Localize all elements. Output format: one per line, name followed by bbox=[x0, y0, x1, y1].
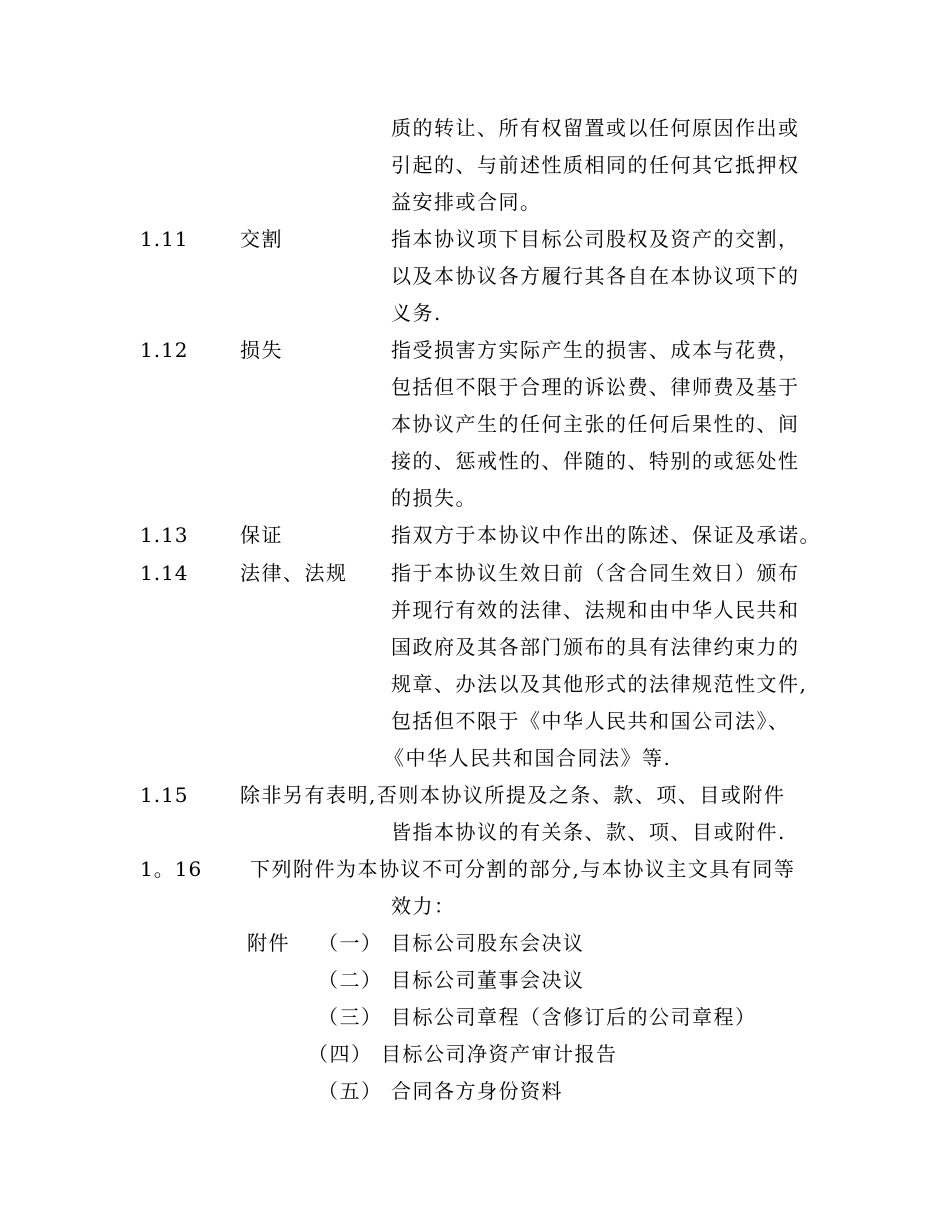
clause-number-1-14: 1.14 bbox=[140, 561, 189, 585]
clause-definition-line: 指本协议项下目标公司股权及资产的交割， bbox=[391, 227, 800, 251]
attachment-title: 目标公司净资产审计报告 bbox=[381, 1042, 618, 1066]
clause-definition-line: 指双方于本协议中作出的陈述、保证及承诺。 bbox=[391, 523, 821, 547]
intro-line-1: 质的转让、所有权留置或以任何原因作出或 bbox=[391, 116, 800, 140]
attachment-title: 目标公司章程（含修订后的公司章程） bbox=[391, 1005, 757, 1029]
clause-1-16-line-2: 效力： bbox=[391, 894, 456, 918]
clause-definition-line: 指于本协议生效日前（含合同生效日）颁布 bbox=[391, 561, 800, 585]
intro-line-3: 益安排或合同。 bbox=[391, 190, 542, 214]
clause-term-warranty: 保证 bbox=[240, 523, 283, 547]
clause-1-16-line-1: 下列附件为本协议不可分割的部分,与本协议主文具有同等 bbox=[250, 857, 796, 881]
attachment-title: 目标公司股东会决议 bbox=[391, 931, 585, 955]
clause-definition-line: 包括但不限于《中华人民共和国公司法》、 bbox=[391, 709, 790, 733]
clause-definition-line: 指受损害方实际产生的损害、成本与花费， bbox=[391, 338, 800, 362]
clause-definition-line: 规章、办法以及其他形式的法律规范性文件, bbox=[391, 672, 808, 696]
clause-number-1-15: 1.15 bbox=[140, 783, 189, 807]
clause-definition-line: 并现行有效的法律、法规和由中华人民共和 bbox=[391, 598, 800, 622]
clause-definition-line: 包括但不限于合理的诉讼费、律师费及基于 bbox=[391, 375, 800, 399]
attachment-title: 目标公司董事会决议 bbox=[391, 968, 585, 992]
clause-number-1-13: 1.13 bbox=[140, 523, 189, 547]
clause-term-closing: 交割 bbox=[240, 227, 283, 251]
clause-number-1-11: 1.11 bbox=[140, 227, 189, 251]
clause-definition-line: 的损失。 bbox=[391, 486, 477, 510]
attachment-index: （一） bbox=[318, 931, 383, 955]
clause-definition-line: 《中华人民共和国合同法》等. bbox=[384, 746, 672, 770]
attachment-index: （四） bbox=[308, 1042, 373, 1066]
clause-number-1-16: 1。16 bbox=[140, 857, 203, 881]
clause-definition-line: 接的、惩戒性的、伴随的、特别的或惩处性 bbox=[391, 449, 800, 473]
clause-definition-line: 本协议产生的任何主张的任何后果性的、间 bbox=[391, 412, 800, 436]
clause-definition-line: 国政府及其各部门颁布的具有法律约束力的 bbox=[391, 635, 800, 659]
clause-1-15-line-2: 皆指本协议的有关条、款、项、目或附件. bbox=[391, 820, 786, 844]
clause-term-laws: 法律、法规 bbox=[240, 561, 348, 585]
intro-line-2: 引起的、与前述性质相同的任何其它抵押权 bbox=[391, 153, 800, 177]
attachment-index: （二） bbox=[318, 968, 383, 992]
attachment-index: （三） bbox=[318, 1005, 383, 1029]
clause-number-1-12: 1.12 bbox=[140, 338, 189, 362]
clause-term-loss: 损失 bbox=[240, 338, 283, 362]
attachment-title: 合同各方身份资料 bbox=[391, 1079, 563, 1103]
clause-definition-line: 以及本协议各方履行其各自在本协议项下的 bbox=[391, 264, 800, 288]
attachments-label: 附件 bbox=[247, 931, 290, 955]
clause-definition-line: 义务. bbox=[391, 301, 442, 325]
attachment-index: （五） bbox=[318, 1079, 383, 1103]
clause-1-15-line-1: 除非另有表明,否则本协议所提及之条、款、项、目或附件 bbox=[240, 783, 786, 807]
